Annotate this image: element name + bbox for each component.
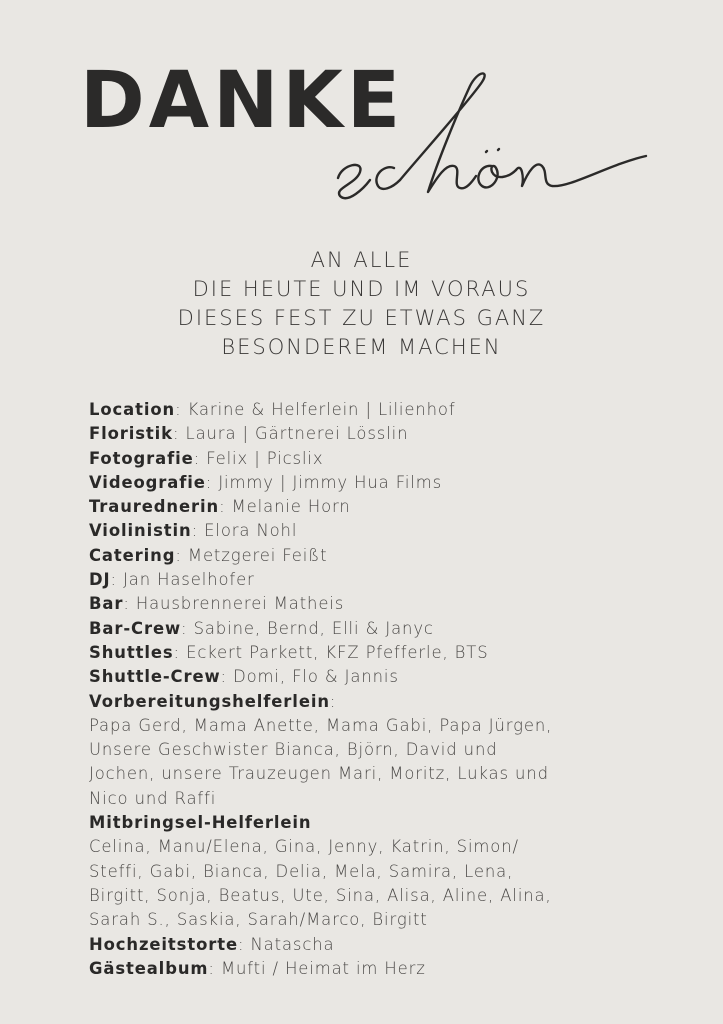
credit-separator: : — [110, 570, 124, 590]
intro-message — [0, 246, 723, 362]
credit-label: Traurednerin — [89, 497, 220, 517]
credit-label: Gästealbum — [89, 958, 209, 978]
credit-row-traurednerin — [89, 495, 649, 519]
credit-label: Location — [89, 400, 176, 419]
credit-row-hochzeitstorte — [89, 933, 649, 957]
credit-row-dj — [89, 568, 649, 592]
helpers-line: Nico und Raffi — [89, 788, 217, 808]
credit-label: Fotografie — [89, 448, 194, 468]
script-schoen — [336, 120, 514, 180]
credit-value: Metzgerei Feißt — [187, 545, 328, 565]
credit-value: Sabine, Bernd, Elli & Janyc — [193, 618, 434, 638]
credit-label: Videografie — [89, 472, 206, 492]
credit-separator: : — [175, 400, 188, 419]
credit-value: Jan Haselhofer — [123, 570, 255, 590]
credit-label: Vorbereitungshelferlein — [89, 691, 330, 711]
helpers-line: Papa Gerd, Mama Anette, Mama Gabi, Papa Jürgen, — [89, 715, 553, 735]
title-danke: DANKE — [80, 56, 405, 146]
mitbringsel-line: Birgitt, Sonja, Beatus, Ute, Sina, Alisa, Aline, Alina, — [89, 885, 552, 905]
credit-row-fotografie — [89, 447, 649, 471]
credit-separator: : — [205, 472, 219, 492]
credit-value: Karine & Helferlein | Lilienhof — [187, 400, 456, 419]
credit-row-bar — [89, 592, 649, 616]
helpers-heading — [89, 690, 649, 714]
credit-row-floristik — [89, 422, 649, 446]
intro-line: DIESES FEST ZU ETWAS GANZ — [177, 306, 546, 330]
credit-label: Bar — [89, 594, 124, 614]
credit-label: Hochzeitstorte — [89, 934, 238, 954]
credit-label: Bar-Crew — [89, 618, 182, 638]
credit-value: Jimmy | Jimmy Hua Films — [218, 472, 443, 492]
credit-separator: : — [208, 958, 221, 978]
credit-value: Hausbrennerei Matheis — [135, 594, 345, 614]
intro-line: DIE HEUTE UND IM VORAUS — [192, 277, 531, 301]
credit-value: Natascha — [250, 934, 335, 954]
helpers-line: Unsere Geschwister Bianca, Björn, David und — [89, 740, 498, 760]
intro-line: BESONDEREM MACHEN — [221, 335, 502, 359]
credits-list — [89, 398, 649, 981]
credit-label: Catering — [89, 545, 176, 565]
mitbringsel-line: Steffi, Gabi, Bianca, Delia, Mela, Samira, Lena, — [89, 861, 514, 881]
credit-value: Domi, Flo & Jannis — [233, 667, 399, 687]
mitbringsel-line: Celina, Manu/Elena, Gina, Jenny, Katrin, Simon/ — [89, 837, 519, 857]
credit-row-shuttle-crew — [89, 665, 649, 689]
credit-label: Mitbringsel-Helferlein — [89, 813, 312, 833]
mitbringsel-heading — [89, 811, 649, 835]
credit-separator: : — [123, 594, 136, 614]
credit-value: Laura | Gärtnerei Lösslin — [185, 424, 409, 444]
credit-label: Shuttle-Crew — [89, 667, 221, 687]
credit-label: Floristik — [89, 424, 173, 444]
credit-value: Mufti / Heimat im Herz — [220, 958, 426, 978]
credit-separator: : — [173, 642, 187, 662]
credit-value: Eckert Parkett, KFZ Pfefferle, BTS — [186, 642, 489, 662]
credit-separator: : — [220, 667, 234, 687]
credit-separator: : — [173, 424, 186, 444]
credit-row-location — [89, 398, 649, 422]
helpers-line: Jochen, unsere Trauzeugen Mari, Moritz, Lukas und — [89, 764, 549, 784]
credit-separator: : — [191, 521, 205, 541]
credit-separator: : — [219, 497, 232, 517]
credit-separator: : — [193, 448, 207, 468]
credit-label: Violinistin — [89, 521, 192, 541]
credit-label: Shuttles — [89, 642, 174, 662]
credit-row-gaestealbum — [89, 957, 649, 981]
credit-row-catering — [89, 544, 649, 568]
mitbringsel-line: Sarah S., Saskia, Sarah/Marco, Birgitt — [89, 910, 428, 930]
credit-value: Elora Nohl — [204, 521, 298, 541]
credit-separator: : — [175, 545, 188, 565]
credit-row-violinistin — [89, 519, 649, 543]
credit-label: DJ — [89, 570, 111, 590]
credit-separator: : — [237, 934, 251, 954]
credit-separator: : — [329, 691, 337, 711]
intro-line: AN ALLE — [310, 248, 413, 272]
credit-row-shuttles — [89, 641, 649, 665]
credit-row-bar-crew — [89, 617, 649, 641]
credit-value: Melanie Horn — [231, 497, 351, 517]
credit-separator: : — [181, 618, 194, 638]
credit-value: Felix | Picslix — [206, 448, 324, 468]
credit-row-videografie — [89, 471, 649, 495]
